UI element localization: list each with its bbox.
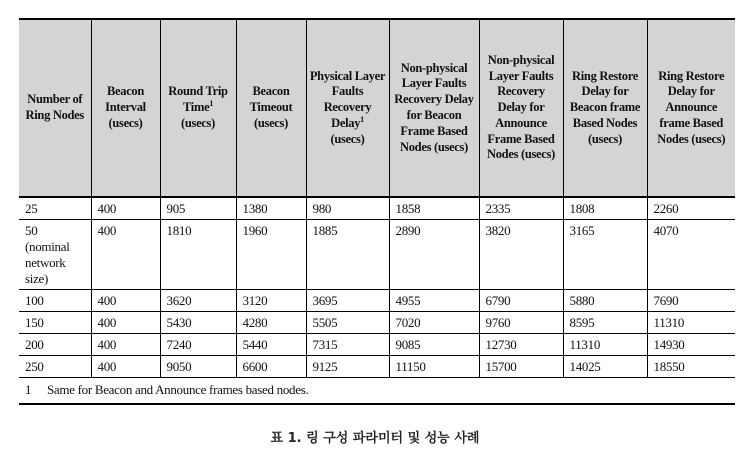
header-unit: (usecs) — [180, 115, 215, 130]
table-cell: 1885 — [306, 220, 389, 290]
column-header — [19, 19, 91, 197]
column-header — [563, 19, 647, 197]
footnote-text: Same for Beacon and Announce frames based nodes. — [47, 382, 309, 397]
header-unit: (usecs) — [330, 131, 365, 146]
table-row — [19, 220, 735, 290]
header-text: Number of Ring Nodes — [25, 92, 84, 122]
table-cell: 9760 — [479, 312, 563, 334]
table-cell: 400 — [91, 356, 160, 378]
header-row — [19, 19, 735, 197]
table-cell: 400 — [91, 290, 160, 312]
table-row — [19, 356, 735, 378]
table-row — [19, 197, 735, 220]
table-cell: 1380 — [236, 197, 306, 220]
column-header — [479, 19, 563, 197]
table-cell: 7020 — [389, 312, 479, 334]
table-cell: 11150 — [389, 356, 479, 378]
table-cell: 150 — [19, 312, 91, 334]
table-cell: 50 (nominal network size) — [19, 220, 91, 290]
table-cell: 25 — [19, 197, 91, 220]
table-cell: 1810 — [160, 220, 236, 290]
table-cell: 9125 — [306, 356, 389, 378]
table-cell: 7240 — [160, 334, 236, 356]
table-row — [19, 312, 735, 334]
table-cell: 400 — [91, 197, 160, 220]
table-cell: 1960 — [236, 220, 306, 290]
table-cell: 14025 — [563, 356, 647, 378]
table-cell: 980 — [306, 197, 389, 220]
table-cell: 8595 — [563, 312, 647, 334]
table-cell: 200 — [19, 334, 91, 356]
table-cell: 250 — [19, 356, 91, 378]
table-cell: 15700 — [479, 356, 563, 378]
table-cell: 11310 — [563, 334, 647, 356]
table-cell: 1858 — [389, 197, 479, 220]
table-cell: 9050 — [160, 356, 236, 378]
header-text: Round Trip Time — [168, 84, 228, 115]
table-cell: 5440 — [236, 334, 306, 356]
table-cell: 5880 — [563, 290, 647, 312]
table-cell: 905 — [160, 197, 236, 220]
table-cell: 18550 — [647, 356, 735, 378]
table-cell: 3695 — [306, 290, 389, 312]
table-cell: 2890 — [389, 220, 479, 290]
column-header — [647, 19, 735, 197]
table-cell: 4070 — [647, 220, 735, 290]
table-cell: 4955 — [389, 290, 479, 312]
table-row — [19, 290, 735, 312]
table-cell: 6600 — [236, 356, 306, 378]
table-cell: 12730 — [479, 334, 563, 356]
table-cell: 5430 — [160, 312, 236, 334]
table-caption: 표 1. 링 구성 파라미터 및 성능 사례 — [270, 431, 480, 446]
header-text: Physical Layer Faults Recovery Delay — [309, 68, 386, 130]
column-header — [306, 19, 389, 197]
header-text: Beacon Timeout (usecs) — [249, 84, 293, 130]
table-cell: 14930 — [647, 334, 735, 356]
ring-parameters-table — [19, 18, 735, 405]
table-cell: 6790 — [479, 290, 563, 312]
header-text: Non-physical Layer Faults Recovery Delay for Announce Frame Based Nodes (usecs) — [487, 52, 555, 162]
table-cell: 400 — [91, 334, 160, 356]
table-cell: 100 — [19, 290, 91, 312]
column-header — [236, 19, 306, 197]
table-cell: 3820 — [479, 220, 563, 290]
footnote-marker: 1 — [209, 98, 214, 108]
table-cell: 9085 — [389, 334, 479, 356]
table-cell: 7690 — [647, 290, 735, 312]
column-header — [160, 19, 236, 197]
table-cell: 1808 — [563, 197, 647, 220]
table-cell: 7315 — [306, 334, 389, 356]
table-cell: 3620 — [160, 290, 236, 312]
table-cell: 400 — [91, 312, 160, 334]
table-cell: 4280 — [236, 312, 306, 334]
header-text: Beacon Interval (usecs) — [105, 84, 146, 130]
table-cell: 2260 — [647, 197, 735, 220]
footnote-marker: 1 — [25, 382, 32, 397]
column-header — [389, 19, 479, 197]
column-header — [91, 19, 160, 197]
header-text: Ring Restore Delay for Announce frame Based Nodes (usecs) — [657, 68, 726, 146]
table-cell: 400 — [91, 220, 160, 290]
footnote-marker: 1 — [360, 114, 364, 124]
table-cell: 5505 — [306, 312, 389, 334]
header-text: Non-physical Layer Faults Recovery Delay for Beacon Frame Based Nodes (usecs) — [394, 60, 474, 154]
table-cell: 11310 — [647, 312, 735, 334]
table-cell: 3165 — [563, 220, 647, 290]
table-row — [19, 334, 735, 356]
header-text: Ring Restore Delay for Beacon frame Based Nodes (usecs) — [569, 68, 641, 146]
table-cell: 2335 — [479, 197, 563, 220]
footnote-row — [19, 378, 735, 405]
footnote — [19, 378, 735, 405]
table-cell: 3120 — [236, 290, 306, 312]
